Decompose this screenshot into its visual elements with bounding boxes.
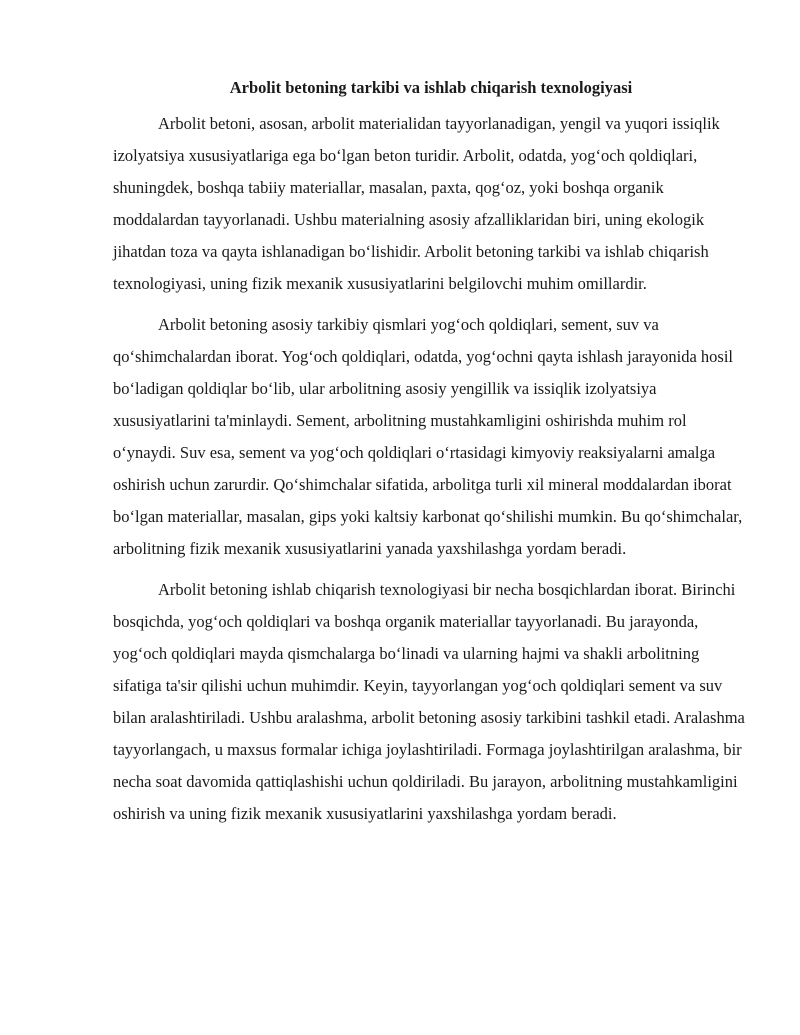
paragraph-technology: Arbolit betoning ishlab chiqarish texnologiyasi bir necha bosqichlardan iborat. Birinchi bosqichda, yog‘och qoldiqlari va boshqa organik materiallar tayyorlanadi. Bu jarayonda, yog‘och qoldiqlari mayda qismchalarga bo‘linadi va ularning hajmi va shakli arbolitning sifatiga ta'sir qilishi uchun muhimdir. Keyin, tayyorlangan yog‘och qoldiqlari sement va suv bilan aralashtiriladi. Ushbu aralashma, arbolit betoning asosiy tarkibini tashkil etadi. Aralashma tayyorlangach, u maxsus formalar ichiga joylashtiriladi. Formaga joylashtirilgan aralashma, bir necha soat davomida qattiqlashishi uchun qoldiriladi. Bu jarayon, arbolitning mustahkamligini oshirish va uning fizik mexanik xususiyatlarini yaxshilashga yordam beradi. — [113, 580, 745, 823]
document-page — [113, 72, 749, 839]
document-title: Arbolit betoning tarkibi va ishlab chiqarish texnologiyasi — [229, 78, 633, 97]
paragraph-intro: Arbolit betoni, asosan, arbolit materialidan tayyorlanadigan, yengil va yuqori issiqlik izolyatsiya xususiyatlariga ega bo‘lgan beton turidir. Arbolit, odatda, yog‘och qoldiqlari, shuningdek, boshqa tabiiy materiallar, masalan, paxta, qog‘oz, yoki boshqa organik moddalardan tayyorlanadi. Ushbu materialning asosiy afzalliklaridan biri, uning ekologik jihatdan toza va qayta ishlanadigan bo‘lishidir. Arbolit betoning tarkibi va ishlab chiqarish texnologiyasi, uning fizik mexanik xususiyatlarini belgilovchi muhim omillardir. — [113, 114, 720, 293]
paragraph-composition: Arbolit betoning asosiy tarkibiy qismlari yog‘och qoldiqlari, sement, suv va qo‘shimchalardan iborat. Yog‘och qoldiqlari, odatda, yog‘ochni qayta ishlash jarayonida hosil bo‘ladigan qoldiqlar bo‘lib, ular arbolitning asosiy yengillik va issiqlik izolyatsiya xususiyatlarini ta'minlaydi. Sement, arbolitning mustahkamligini oshirishda muhim rol o‘ynaydi. Suv esa, sement va yog‘och qoldiqlari o‘rtasidagi kimyoviy reaksiyalarni amalga oshirish uchun zarurdir. Qo‘shimchalar sifatida, arbolitga turli xil mineral moddalardan iborat bo‘lgan materiallar, masalan, gips yoki kaltsiy karbonat qo‘shilishi mumkin. Bu qo‘shimchalar, arbolitning fizik mexanik xususiyatlarini yanada yaxshilashga yordam beradi. — [113, 315, 743, 558]
